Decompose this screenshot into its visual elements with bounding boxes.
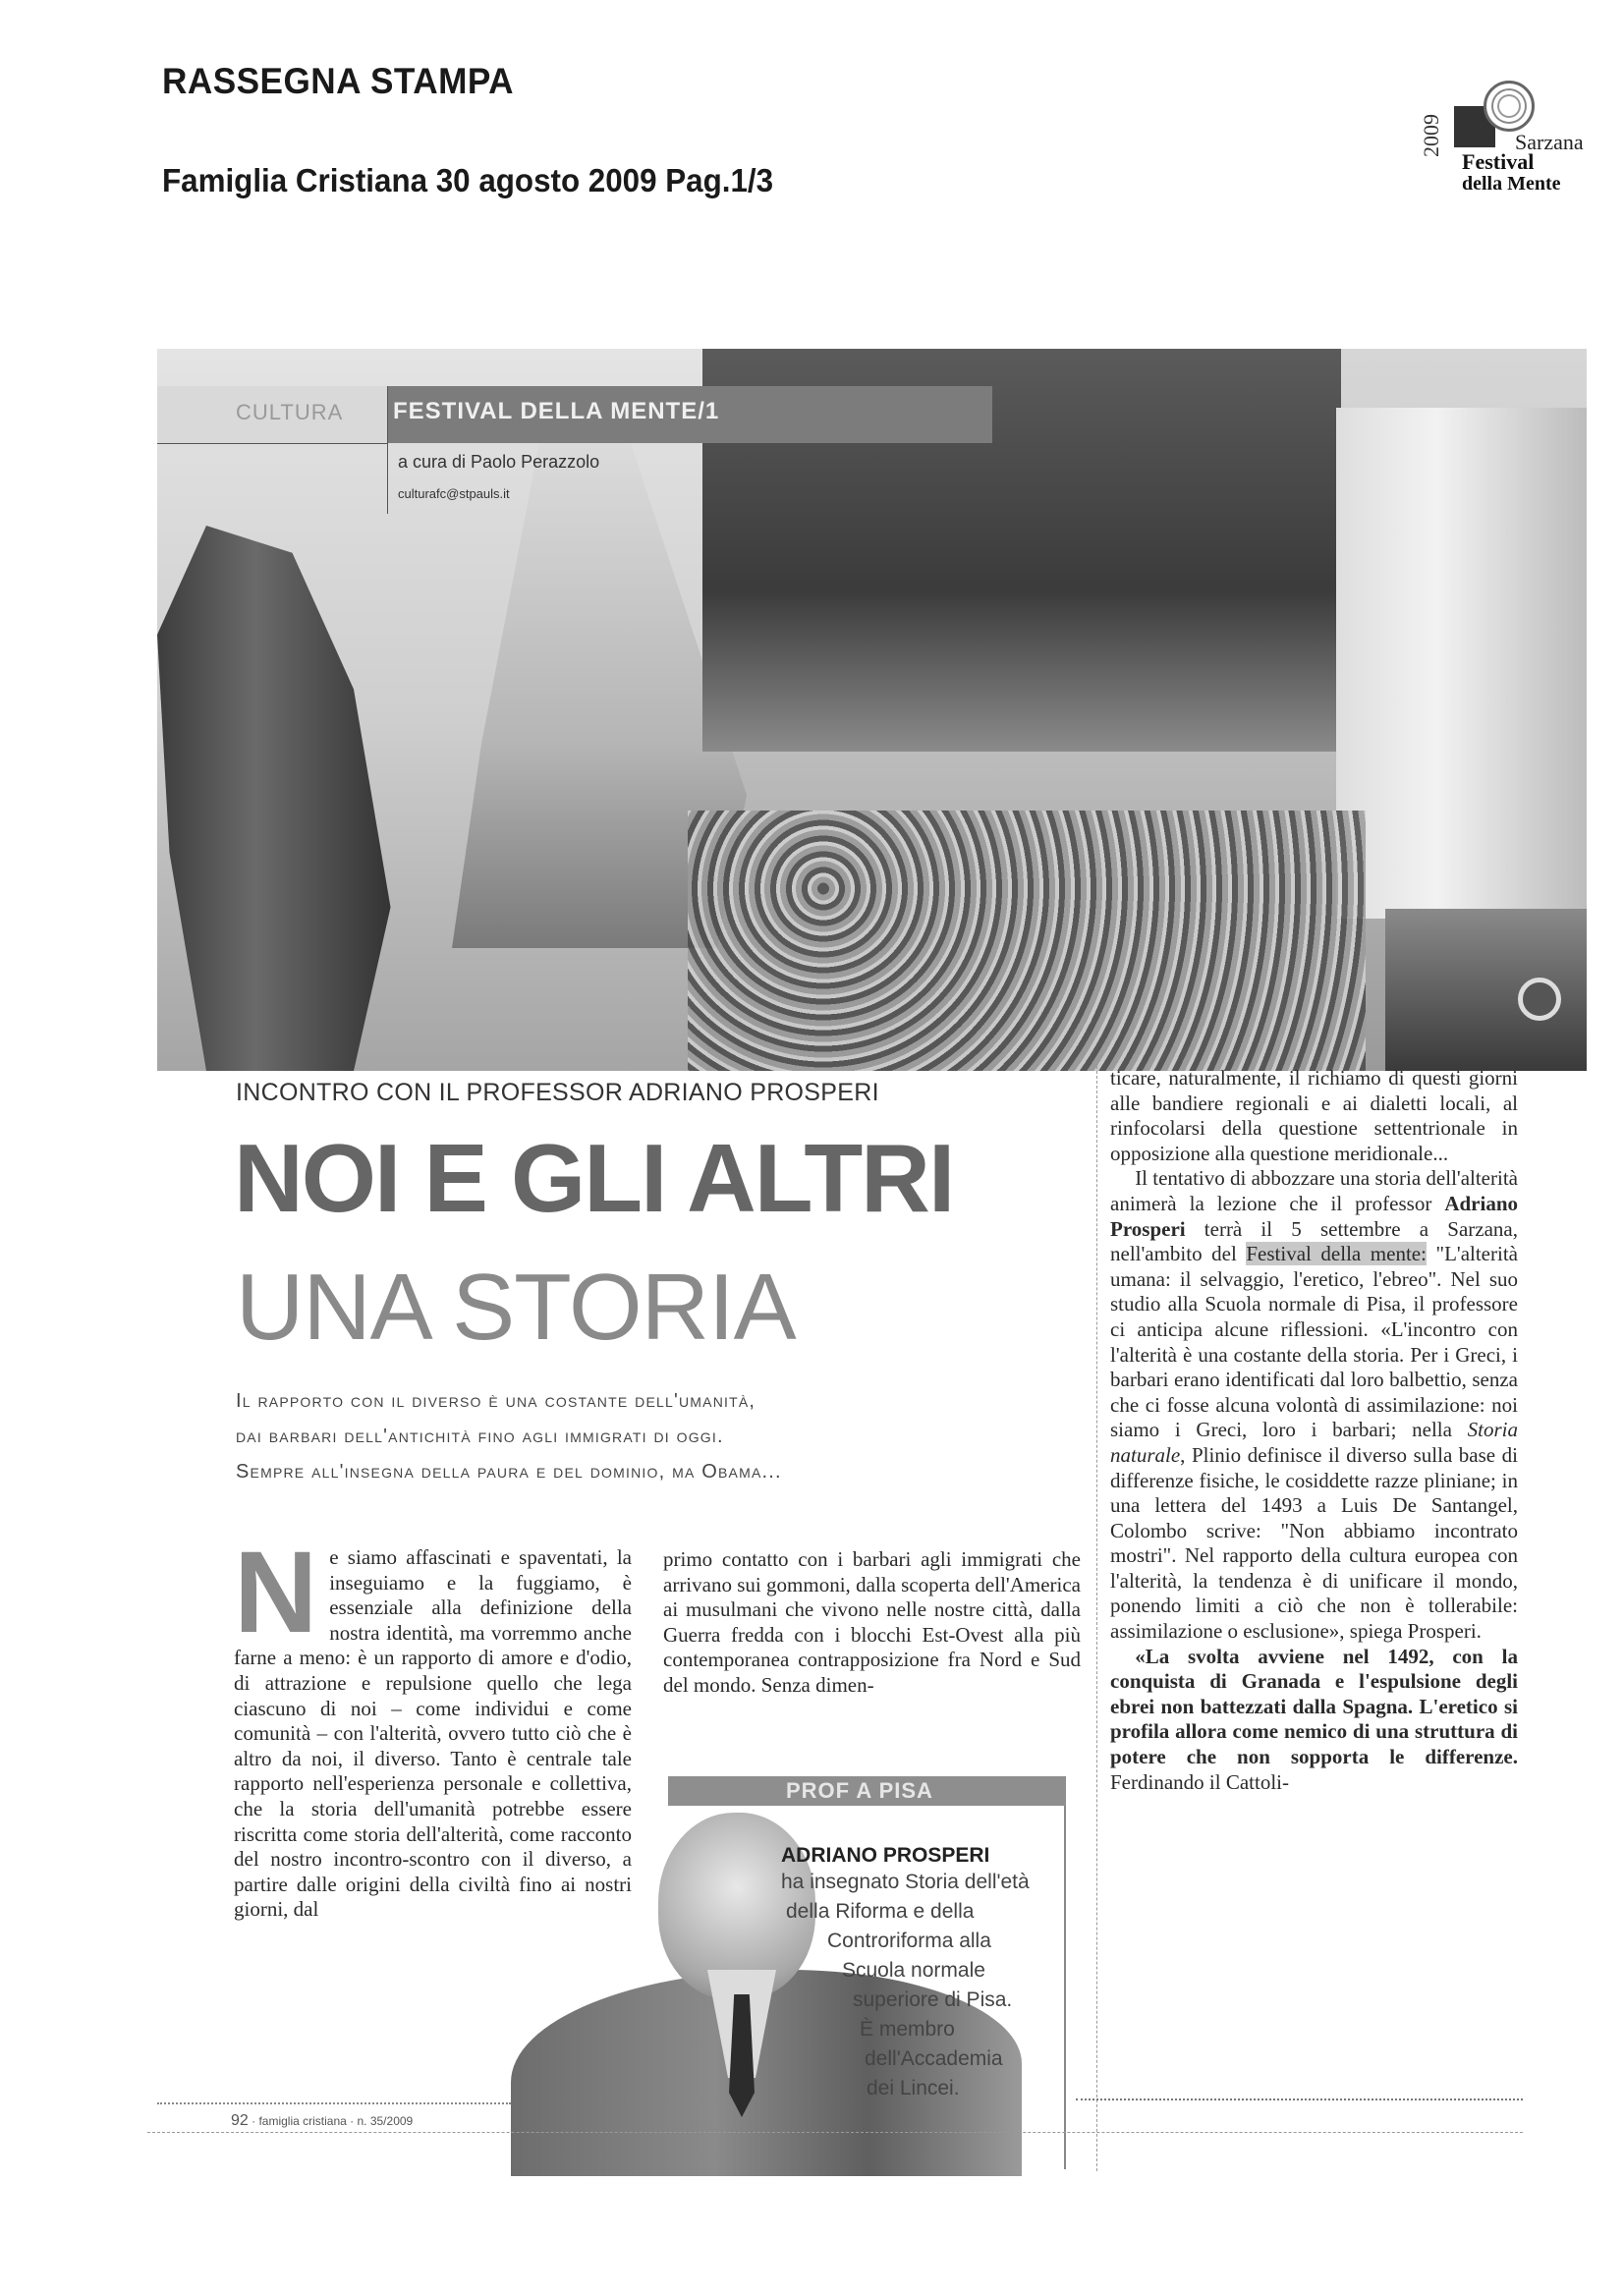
headline-line-2: UNA STORIA bbox=[236, 1255, 796, 1360]
band-divider bbox=[387, 386, 388, 514]
festival-logo bbox=[1405, 69, 1621, 196]
deck-line: Sempre all'insegna della paura e del dominio, ma Obama... bbox=[236, 1461, 782, 1483]
logo-della-mente: della Mente bbox=[1462, 173, 1561, 195]
section-label: CULTURA bbox=[236, 400, 344, 424]
bio-line: superiore di Pisa. bbox=[853, 1988, 1013, 2011]
column-3-paragraph-3 bbox=[1110, 1645, 1518, 1796]
curator-credit: a cura di Paolo Perazzolo bbox=[398, 452, 600, 472]
rubric-label: FESTIVAL DELLA MENTE/1 bbox=[393, 398, 720, 424]
body-column-2 bbox=[663, 1547, 1081, 1699]
text-run: Ferdinando il Cattoli- bbox=[1110, 1769, 1289, 1794]
deck-line: Il rapporto con il diverso è una costante dell'umanità, bbox=[236, 1390, 756, 1412]
sidebar-label: PROF A PISA bbox=[786, 1778, 933, 1803]
prayer-crowd-photo bbox=[688, 811, 1366, 1071]
bio-line: È membro bbox=[860, 2018, 955, 2041]
youths-photo bbox=[1336, 408, 1587, 919]
author-name-bold: Adriano Prosperi bbox=[1110, 1191, 1518, 1241]
column-2-text: primo contatto con i barbari agli immigrati che arrivano sui gommoni, dalla scoperta dell'America ai musulmani che vivono nelle nostre città, dalla Guerra fredda con i blocchi Est-Ovest alla più contemporanea contrapposizione fra Nord e Sud del mondo. Senza dimen- bbox=[663, 1547, 1081, 1697]
text-run: "L'alterità umana: il selvaggio, l'eretico, l'ebreo". Nel suo studio alla Scuola normale di Pisa, il professore ci anticipa alcune riflessioni. «L'incontro con l'alterità è una costante della storia. Per i Greci, i barbari erano identificati dal loro balbettio, senza che ci fosse alcuna volontà di assimilazione: noi siamo i Greci, loro i barbari; nella bbox=[1110, 1242, 1518, 1442]
bio-line: dei Lincei. bbox=[867, 2077, 960, 2099]
headline-line-1: NOI E GLI ALTRI bbox=[234, 1124, 954, 1232]
drop-cap: N bbox=[234, 1528, 318, 1657]
logo-year: 2009 bbox=[1419, 114, 1443, 157]
footer-rule-right bbox=[1076, 2099, 1523, 2100]
logo-spiral-icon bbox=[1484, 81, 1535, 132]
logo-city: Sarzana bbox=[1515, 130, 1584, 154]
photo-collage bbox=[157, 349, 1587, 1071]
contact-email: culturafc@stpauls.it bbox=[398, 486, 510, 501]
logo-festival: Festival bbox=[1462, 149, 1535, 174]
bio-line: della Riforma e della bbox=[786, 1900, 975, 1923]
deck bbox=[236, 1383, 1100, 1489]
body-column-3 bbox=[1110, 1066, 1518, 1795]
bio-name: ADRIANO PROSPERI bbox=[781, 1844, 990, 1867]
source-line: Famiglia Cristiana 30 agosto 2009 Pag.1/3 bbox=[162, 162, 774, 198]
page-folio bbox=[231, 2112, 413, 2130]
text-run: terrà il 5 settembre a Sarzana, nell'ambito del bbox=[1110, 1216, 1518, 1266]
page-number: 92 bbox=[231, 2112, 249, 2129]
bold-quote: «La svolta avviene nel 1492, con la conquista di Granada e l'espulsione degli ebrei non battezzati dalla Spagna. L'eretico si profila allora come nemico di una struttura di potere che non sopporta le differenze. bbox=[1110, 1644, 1518, 1769]
presidential-seal-icon bbox=[1518, 978, 1561, 1021]
column-rule bbox=[1096, 1066, 1098, 2171]
kicker: INCONTRO CON IL PROFESSOR ADRIANO PROSPERI bbox=[236, 1079, 879, 1106]
column-3-paragraph-2 bbox=[1110, 1166, 1518, 1644]
page-bottom-rule bbox=[147, 2132, 1523, 2133]
book-title-italic: Storia naturale bbox=[1110, 1418, 1518, 1467]
bio-line: Scuola normale bbox=[842, 1959, 985, 1982]
bio-line: ha insegnato Storia dell'età bbox=[781, 1871, 1030, 1893]
press-review-title: RASSEGNA STAMPA bbox=[162, 61, 515, 101]
folio-text: · famiglia cristiana · n. 35/2009 bbox=[248, 2114, 414, 2128]
festival-highlight: Festival della mente: bbox=[1246, 1242, 1427, 1266]
text-run: Il tentativo di abbozzare una storia dell'alterità animerà la lezione che il professor bbox=[1110, 1166, 1518, 1215]
column-1-text: e siamo affascinati e spaventati, la inseguiamo e la fuggiamo, è essenziale alla definizione della nostra identità, ma vorremmo anche farne a meno: è un rapporto di amore e d'odio, di attrazione e repulsione quello che lega ciascuno di noi – come individui e come comunità – con l'alterità, ovvero tutto ciò che è altro da noi, il diverso. Tanto è centrale tale rapporto nell'esperienza personale e collettiva, che la storia dell'umanità potrebbe essere riscritta come storia dell'alterità, come racconto del nostro incontro-scontro con il diverso, a partire dalle origini della civiltà fino ai nostri giorni, dal bbox=[234, 1545, 632, 1922]
column-3-paragraph-1: ticare, naturalmente, il richiamo di questi giorni alle bandiere regionali e ai dialetti locali, al rinfocolarsi della questione settentrionale in opposizione alla questione meridionale... bbox=[1110, 1066, 1518, 1165]
bio-line: dell'Accademia bbox=[865, 2047, 1003, 2070]
bio-line: Controriforma alla bbox=[827, 1930, 991, 1952]
footer-rule-left bbox=[157, 2102, 511, 2104]
text-run: , Plinio definisce il diverso sulla base di differenze fisiche, le cosiddette razze pliniane; in una lettera del 1493 a Luis De Santangel, Colombo scrive: "Non abbiamo incontrato mostri". Nel rapporto della cultura europea con l'alterità, la tendenza è di unificare il mondo, ponendo limiti a ciò che non è tollerabile: assimilazione o esclusione», spiega Prosperi. bbox=[1110, 1442, 1518, 1644]
deck-line: dai barbari dell'antichità fino agli immigrati di oggi. bbox=[236, 1426, 724, 1447]
